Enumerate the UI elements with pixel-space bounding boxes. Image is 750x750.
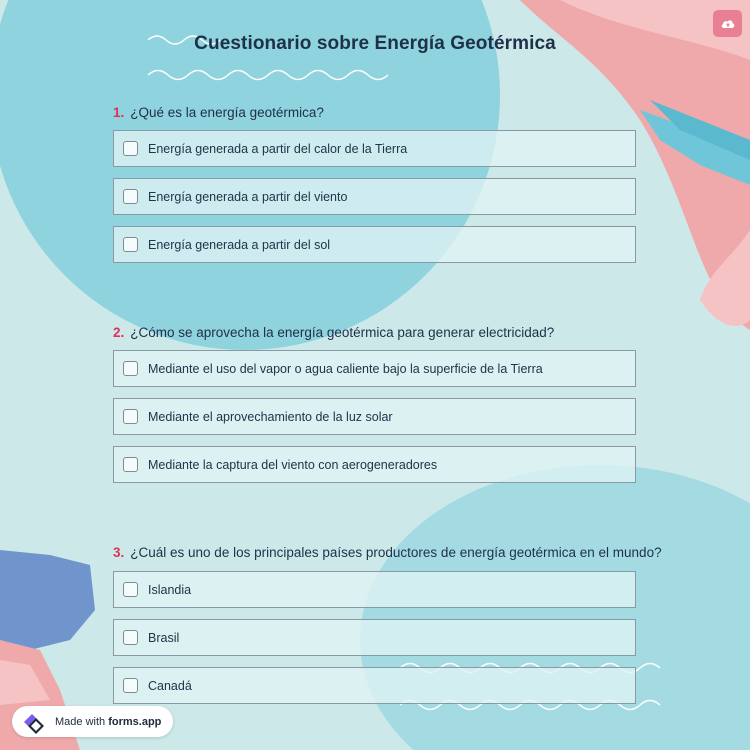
option-q1-1[interactable] xyxy=(113,130,636,167)
checkbox[interactable] xyxy=(123,141,138,156)
checkbox[interactable] xyxy=(123,582,138,597)
option-q3-1[interactable] xyxy=(113,571,636,608)
question-1 xyxy=(113,105,324,120)
option-q2-2[interactable] xyxy=(113,398,636,435)
option-q3-3[interactable] xyxy=(113,667,636,704)
option-label: Brasil xyxy=(148,630,180,645)
badge-brand: forms.app xyxy=(108,715,162,728)
question-number: 3. xyxy=(113,545,125,560)
option-label: Mediante el uso del vapor o agua caliente bajo la superficie de la Tierra xyxy=(148,361,543,376)
option-q1-3[interactable] xyxy=(113,226,636,263)
question-number: 2. xyxy=(113,325,125,340)
option-label: Mediante el aprovechamiento de la luz solar xyxy=(148,409,393,424)
checkbox[interactable] xyxy=(123,361,138,376)
option-q1-2[interactable] xyxy=(113,178,636,215)
forms-app-logo-icon xyxy=(20,710,48,734)
option-q2-3[interactable] xyxy=(113,446,636,483)
badge-text xyxy=(55,716,161,728)
option-label: Energía generada a partir del sol xyxy=(148,237,331,252)
checkbox[interactable] xyxy=(123,409,138,424)
question-text: ¿Cómo se aprovecha la energía geotérmica para generar electricidad? xyxy=(130,325,555,340)
option-label: Energía generada a partir del calor de la Tierra xyxy=(148,141,408,156)
checkbox[interactable] xyxy=(123,457,138,472)
made-with-badge[interactable] xyxy=(12,706,173,737)
checkbox[interactable] xyxy=(123,237,138,252)
option-label: Islandia xyxy=(148,582,192,597)
checkbox[interactable] xyxy=(123,678,138,693)
form-title: Cuestionario sobre Energía Geotérmica xyxy=(194,33,556,54)
question-text: ¿Cuál es uno de los principales países productores de energía geotérmica en el mundo? xyxy=(130,545,662,560)
option-q2-1[interactable] xyxy=(113,350,636,387)
question-text: ¿Qué es la energía geotérmica? xyxy=(130,105,324,120)
cloud-upload-icon xyxy=(720,17,736,31)
option-q3-2[interactable] xyxy=(113,619,636,656)
checkbox[interactable] xyxy=(123,630,138,645)
badge-prefix: Made with xyxy=(55,715,109,728)
question-3 xyxy=(113,545,662,560)
question-number: 1. xyxy=(113,105,125,120)
question-2 xyxy=(113,325,554,340)
option-label: Mediante la captura del viento con aerogeneradores xyxy=(148,457,438,472)
option-label: Energía generada a partir del viento xyxy=(148,189,348,204)
checkbox[interactable] xyxy=(123,189,138,204)
option-label: Canadá xyxy=(148,678,192,693)
